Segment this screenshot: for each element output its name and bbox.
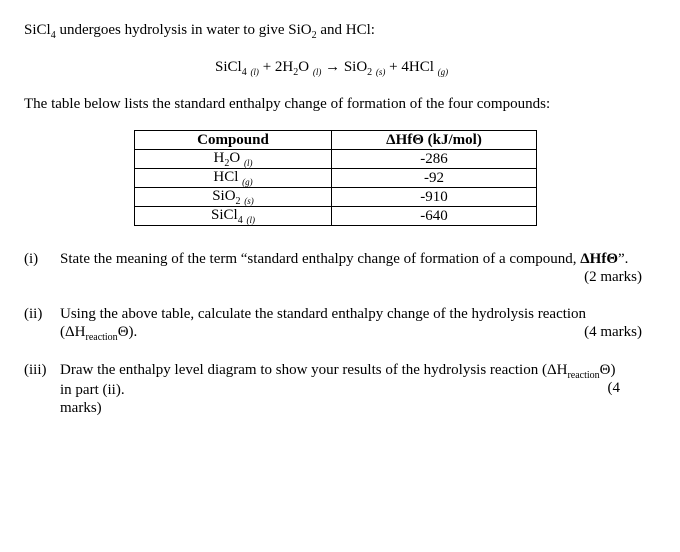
compound-cell: SiCl$_4$ $_{(l)}$ <box>135 207 332 226</box>
compound-cell: HCl $_{(g)}$ <box>135 169 332 188</box>
eq-state-4: (g) <box>437 67 449 77</box>
eq-plus-1: + 2H <box>258 59 294 75</box>
question-number: (ii) <box>24 306 43 322</box>
eq-arrow: → SiO <box>321 59 368 75</box>
eq-state-1: (l) <box>250 67 259 77</box>
header-compound: Compound <box>135 131 332 150</box>
table-header-row <box>135 131 537 150</box>
eq-sub-2: 2 <box>293 67 299 78</box>
table-row <box>135 150 537 169</box>
question-2 <box>24 305 642 345</box>
eq-product-2: + 4HCl <box>385 59 434 75</box>
header-enthalpy: ΔHfΘ (kJ/mol) <box>332 131 537 150</box>
compound-cell: SiO$_2$ $_{(s)}$ <box>135 188 332 207</box>
eq-sub-1: 4 <box>241 67 247 78</box>
table-row <box>135 188 537 207</box>
question-text: Using the above table, calculate the standard enthalpy change of the hydrolysis reaction $(\Delta H_{reaction}\Theta)$. <box>60 306 587 343</box>
table-row <box>135 207 537 226</box>
intro-text-3: and HCl: <box>316 22 375 38</box>
question-1 <box>24 250 642 290</box>
intro-sub-2: 2 <box>311 30 317 41</box>
question-number: (iii) <box>24 362 47 378</box>
intro-sentence <box>24 21 375 41</box>
eq-state-2: (l) <box>312 67 322 77</box>
marks-label: (2 marks) <box>584 269 642 285</box>
enthalpy-cell: -640 <box>332 207 537 226</box>
intro-sub-1: 4 <box>50 30 56 41</box>
table-intro: The table below lists the standard enthalpy change of formation of the four compounds: <box>24 96 551 112</box>
reaction-equation <box>215 58 448 78</box>
question-number: (i) <box>24 251 39 267</box>
intro-text-2: undergoes hydrolysis in water to give SiO <box>55 22 312 38</box>
enthalpy-cell: -92 <box>332 169 537 188</box>
question-text: State the meaning of the term “standard enthalpy change of formation of a compound, ΔHfΘ”. <box>60 251 629 267</box>
enthalpy-cell: -286 <box>332 150 537 169</box>
eq-state-3: (s) <box>375 67 386 77</box>
question-3 <box>24 361 642 419</box>
marks-label-open: (4 <box>607 380 620 396</box>
eq-sub-3: 2 <box>367 67 373 78</box>
enthalpy-table <box>134 130 537 226</box>
eq-reactant-1: SiCl <box>215 59 242 75</box>
compound-cell: $H_2O$ $_{(l)}$ <box>135 150 332 169</box>
question-text: Draw the enthalpy level diagram to show your results of the hydrolysis reaction $(\Delta H_{reaction}\Theta)$ in part (ii). marks) <box>60 361 642 417</box>
marks-label-close: marks) <box>60 400 102 416</box>
marks-label: (4 marks) <box>584 324 642 340</box>
eq-reactant-2: O <box>298 59 310 75</box>
enthalpy-cell: -910 <box>332 188 537 207</box>
table-row <box>135 169 537 188</box>
intro-text-1: SiCl <box>24 22 51 38</box>
